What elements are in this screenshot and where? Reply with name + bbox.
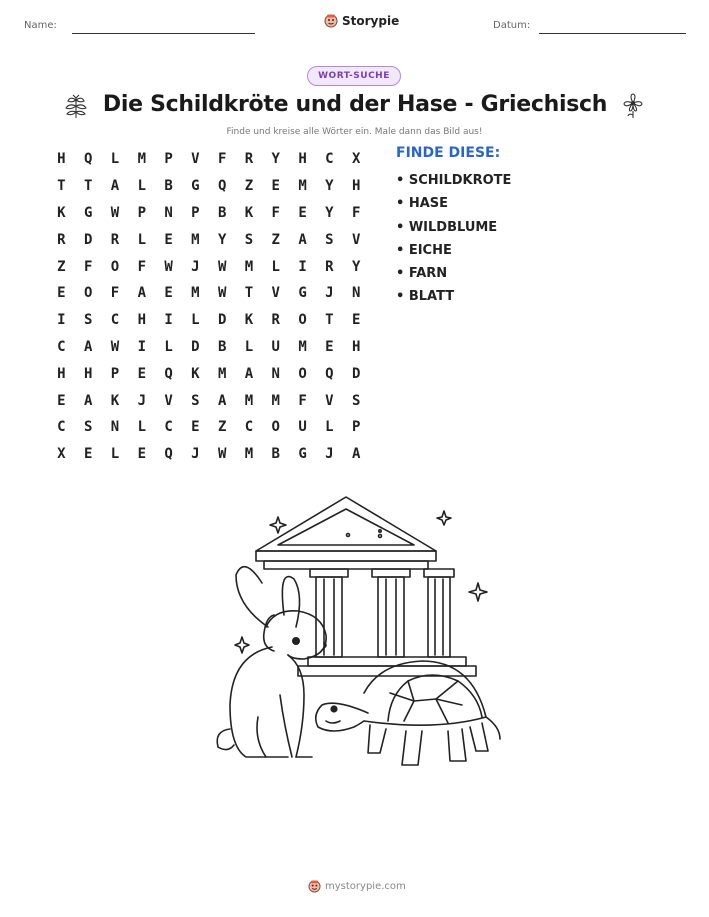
grid-letter[interactable]: T: [325, 312, 334, 329]
grid-letter[interactable]: A: [83, 338, 93, 355]
word-item: • BLATT: [396, 289, 455, 305]
grid-letter[interactable]: U: [298, 419, 307, 436]
grid-row: [48, 200, 370, 227]
grid-letter[interactable]: E: [325, 338, 334, 355]
grid-letter[interactable]: Y: [271, 151, 280, 168]
grid-letter[interactable]: M: [217, 365, 227, 382]
grid-letter[interactable]: P: [110, 365, 120, 382]
grid-letter[interactable]: J: [325, 285, 334, 302]
grid-letter[interactable]: H: [57, 365, 66, 382]
grid-letter[interactable]: L: [137, 231, 146, 248]
grid-letter[interactable]: N: [271, 365, 280, 382]
date-label: Datum:: [493, 20, 531, 31]
grid-letter[interactable]: E: [191, 419, 200, 436]
grid-letter[interactable]: K: [244, 312, 254, 329]
grid-letter[interactable]: N: [351, 285, 361, 302]
grid-letter[interactable]: C: [244, 419, 254, 436]
grid-letter[interactable]: E: [137, 365, 146, 382]
grid-letter[interactable]: L: [110, 446, 120, 463]
grid-letter[interactable]: H: [351, 338, 361, 355]
grid-row: [48, 280, 370, 307]
grid-letter[interactable]: M: [271, 392, 280, 409]
grid-letter[interactable]: R: [325, 258, 334, 275]
grid-letter[interactable]: M: [298, 338, 307, 355]
grid-letter[interactable]: E: [298, 204, 307, 221]
grid-letter[interactable]: A: [217, 392, 227, 409]
grid-letter[interactable]: E: [57, 392, 66, 409]
grid-letter[interactable]: N: [164, 204, 173, 221]
word-item: • SCHILDKROTE: [396, 173, 512, 188]
storypie-logo-icon: [324, 14, 338, 28]
grid-row: [48, 226, 370, 253]
grid-letter[interactable]: R: [110, 231, 120, 248]
grid-letter[interactable]: S: [325, 231, 334, 248]
grid-letter[interactable]: S: [83, 419, 93, 436]
grid-letter[interactable]: I: [298, 258, 307, 275]
word-item: • HASE: [396, 196, 449, 212]
grid-letter[interactable]: K: [244, 204, 254, 221]
grid-letter[interactable]: E: [164, 231, 173, 248]
brand-name: Storypie: [342, 14, 400, 28]
word-item: • EICHE: [396, 242, 452, 258]
grid-letter[interactable]: W: [164, 258, 173, 275]
grid-letter[interactable]: C: [110, 312, 120, 329]
grid-letter[interactable]: R: [244, 151, 254, 168]
grid-letter[interactable]: L: [110, 151, 120, 168]
grid-letter[interactable]: F: [137, 258, 146, 275]
grid-letter[interactable]: F: [351, 204, 361, 221]
grid-letter[interactable]: J: [191, 446, 200, 463]
laurel-icon: [62, 92, 90, 120]
grid-letter[interactable]: O: [83, 285, 93, 302]
grid-letter[interactable]: R: [271, 312, 280, 329]
grid-letter[interactable]: C: [57, 419, 66, 436]
word-item: • WILDBLUME: [396, 219, 498, 235]
grid-row: [48, 146, 370, 173]
grid-letter[interactable]: H: [351, 178, 361, 195]
grid-letter[interactable]: M: [137, 151, 146, 168]
grid-letter[interactable]: A: [83, 392, 93, 409]
grid-letter[interactable]: M: [244, 392, 254, 409]
grid-letter[interactable]: H: [83, 365, 93, 382]
grid-letter[interactable]: S: [351, 392, 361, 409]
grid-letter[interactable]: O: [110, 258, 120, 275]
grid-letter[interactable]: G: [298, 446, 307, 463]
grid-letter[interactable]: Z: [271, 231, 280, 248]
grid-letter[interactable]: F: [298, 392, 307, 409]
grid-letter[interactable]: S: [244, 231, 254, 248]
grid-letter[interactable]: K: [57, 204, 66, 221]
grid-letter[interactable]: M: [298, 178, 307, 195]
grid-letter[interactable]: D: [191, 338, 200, 355]
grid-letter[interactable]: L: [271, 258, 280, 275]
rabbit-tortoise-temple-illustration[interactable]: [200, 495, 510, 785]
grid-letter[interactable]: Q: [217, 178, 227, 195]
grid-letter[interactable]: I: [57, 312, 66, 329]
grid-letter[interactable]: P: [164, 151, 173, 168]
brand: [324, 14, 399, 28]
grid-letter[interactable]: R: [57, 231, 66, 248]
grid-letter[interactable]: D: [83, 231, 93, 248]
grid-letter[interactable]: L: [191, 312, 200, 329]
footer-url[interactable]: mystorypie.com: [325, 881, 406, 892]
flower-icon: [619, 92, 647, 120]
grid-letter[interactable]: F: [83, 258, 93, 275]
grid-row: [48, 441, 370, 468]
storypie-logo-icon: [308, 880, 321, 893]
grid-letter[interactable]: L: [164, 338, 173, 355]
grid-letter[interactable]: Z: [217, 419, 227, 436]
grid-letter[interactable]: F: [217, 151, 227, 168]
grid-letter[interactable]: D: [217, 312, 227, 329]
grid-letter[interactable]: E: [83, 446, 93, 463]
grid-row: [48, 307, 370, 334]
grid-letter[interactable]: U: [271, 338, 280, 355]
grid-letter[interactable]: Y: [325, 178, 334, 195]
grid-letter[interactable]: O: [298, 312, 307, 329]
grid-letter[interactable]: C: [325, 151, 334, 168]
grid-letter[interactable]: Y: [351, 258, 361, 275]
grid-row: [48, 334, 370, 361]
grid-letter[interactable]: K: [191, 365, 200, 382]
grid-letter[interactable]: V: [351, 231, 361, 248]
grid-letter[interactable]: O: [271, 419, 280, 436]
grid-letter[interactable]: O: [298, 365, 307, 382]
grid-letter[interactable]: W: [217, 285, 227, 302]
word-search-badge: WORT-SUCHE: [307, 66, 401, 86]
grid-letter[interactable]: Q: [83, 151, 93, 168]
grid-letter[interactable]: T: [57, 178, 66, 195]
grid-row: [48, 360, 370, 387]
grid-letter[interactable]: J: [325, 446, 334, 463]
letter-grid[interactable]: [48, 146, 370, 468]
grid-letter[interactable]: G: [83, 204, 93, 221]
page-footer: [308, 880, 406, 893]
grid-letter[interactable]: S: [83, 312, 93, 329]
grid-letter[interactable]: Z: [244, 178, 254, 195]
grid-letter[interactable]: C: [57, 338, 66, 355]
grid-letter[interactable]: H: [137, 312, 146, 329]
grid-letter[interactable]: L: [325, 419, 334, 436]
grid-letter[interactable]: P: [191, 204, 200, 221]
grid-letter[interactable]: L: [137, 178, 146, 195]
grid-letter[interactable]: Y: [325, 204, 334, 221]
grid-row: [48, 387, 370, 414]
grid-letter[interactable]: E: [164, 285, 173, 302]
grid-letter[interactable]: E: [351, 312, 361, 329]
grid-letter[interactable]: W: [110, 204, 120, 221]
grid-letter[interactable]: I: [164, 312, 173, 329]
grid-letter[interactable]: B: [217, 338, 227, 355]
grid-letter[interactable]: V: [325, 392, 334, 409]
grid-letter[interactable]: X: [351, 151, 361, 168]
grid-letter[interactable]: E: [137, 446, 146, 463]
grid-letter[interactable]: E: [271, 178, 280, 195]
grid-letter[interactable]: Q: [164, 446, 173, 463]
grid-row: [48, 253, 370, 280]
grid-letter[interactable]: M: [244, 446, 254, 463]
grid-letter[interactable]: V: [191, 151, 200, 168]
grid-row: [48, 173, 370, 200]
grid-letter[interactable]: Q: [164, 365, 173, 382]
grid-letter[interactable]: N: [110, 419, 120, 436]
grid-letter[interactable]: V: [164, 392, 173, 409]
grid-letter[interactable]: B: [271, 446, 280, 463]
date-field[interactable]: [539, 33, 686, 34]
instructions: Finde und kreise alle Wörter ein. Male dann das Bild aus!: [226, 127, 483, 137]
name-field[interactable]: [72, 33, 255, 34]
grid-letter[interactable]: I: [137, 338, 146, 355]
grid-letter[interactable]: T: [83, 178, 93, 195]
grid-row: [48, 414, 370, 441]
page-title: Die Schildkröte und der Hase - Griechisch: [102, 92, 608, 117]
grid-letter[interactable]: L: [137, 419, 146, 436]
grid-letter[interactable]: A: [137, 285, 146, 302]
grid-letter[interactable]: W: [217, 258, 227, 275]
grid-letter[interactable]: C: [164, 419, 173, 436]
grid-letter[interactable]: G: [191, 178, 200, 195]
grid-letter[interactable]: W: [217, 446, 227, 463]
grid-letter[interactable]: P: [351, 419, 361, 436]
grid-letter[interactable]: D: [351, 365, 361, 382]
grid-letter[interactable]: M: [191, 285, 200, 302]
grid-letter[interactable]: G: [298, 285, 307, 302]
grid-letter[interactable]: B: [217, 204, 227, 221]
grid-letter[interactable]: A: [244, 365, 254, 382]
page-header: [0, 0, 709, 50]
grid-letter[interactable]: T: [244, 285, 254, 302]
grid-letter[interactable]: Y: [217, 231, 227, 248]
grid-letter[interactable]: E: [57, 285, 66, 302]
grid-letter[interactable]: A: [351, 446, 361, 463]
grid-letter[interactable]: H: [298, 151, 307, 168]
grid-letter[interactable]: B: [164, 178, 173, 195]
grid-letter[interactable]: Z: [57, 258, 66, 275]
name-label: Name:: [24, 20, 57, 31]
word-list: [396, 171, 511, 311]
grid-letter[interactable]: F: [271, 204, 280, 221]
grid-letter[interactable]: M: [244, 258, 254, 275]
grid-letter[interactable]: V: [271, 285, 280, 302]
grid-letter[interactable]: W: [110, 338, 120, 355]
grid-letter[interactable]: X: [57, 446, 66, 463]
grid-letter[interactable]: F: [110, 285, 120, 302]
grid-letter[interactable]: M: [191, 231, 200, 248]
grid-letter[interactable]: L: [244, 338, 254, 355]
grid-letter[interactable]: K: [110, 392, 120, 409]
find-these-heading: FINDE DIESE:: [396, 145, 501, 161]
grid-letter[interactable]: A: [298, 231, 307, 248]
grid-letter[interactable]: H: [57, 151, 66, 168]
grid-letter[interactable]: Q: [325, 365, 334, 382]
grid-letter[interactable]: P: [137, 204, 146, 221]
word-item: • FARN: [396, 266, 448, 282]
grid-letter[interactable]: J: [137, 392, 146, 409]
grid-letter[interactable]: J: [191, 258, 200, 275]
grid-letter[interactable]: S: [191, 392, 200, 409]
grid-letter[interactable]: A: [110, 178, 120, 195]
